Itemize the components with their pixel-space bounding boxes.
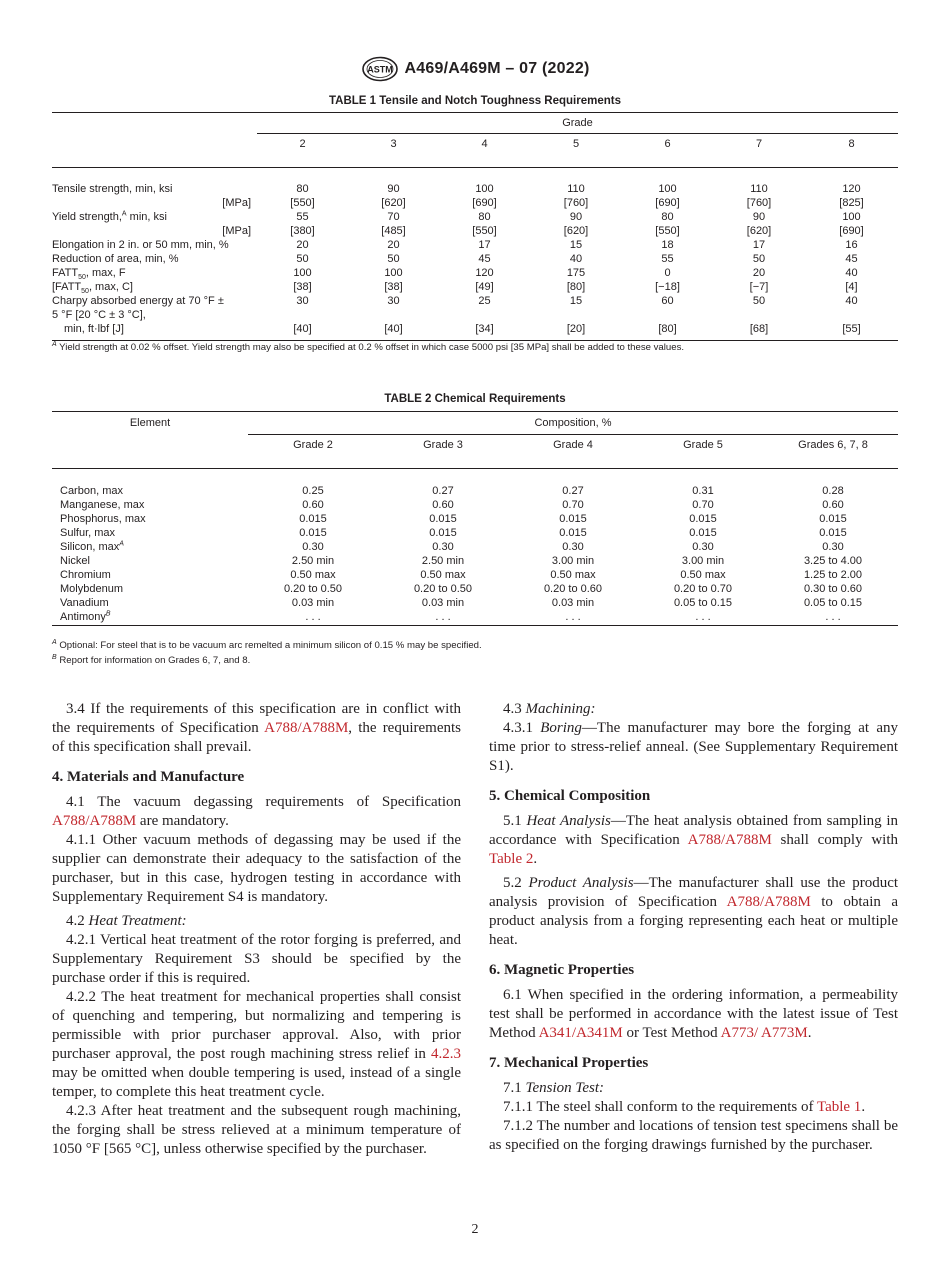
cell: . . . <box>825 610 841 623</box>
footnote-ref: A <box>121 209 127 217</box>
element-label <box>52 540 248 554</box>
text: . <box>533 851 538 867</box>
cell: 20 <box>387 238 400 251</box>
cell: [380] <box>290 224 315 237</box>
label-text: Antimony <box>60 610 106 623</box>
astm-logo-icon <box>361 56 399 82</box>
label-text: FATT <box>52 266 79 279</box>
cell: 0.30 <box>302 540 324 553</box>
cell: 0.30 <box>692 540 714 553</box>
cell: 0.015 <box>559 512 587 525</box>
paragraph-4-3 <box>489 700 898 719</box>
cell: 40 <box>845 266 858 279</box>
cell: [−18] <box>655 280 680 293</box>
cell: 0.015 <box>429 512 457 525</box>
text: 4.1 The vacuum degassing requirements of Specification <box>66 794 461 810</box>
cell: 100 <box>384 266 403 279</box>
cell: [690] <box>655 196 680 209</box>
label-text: , max, F <box>85 266 126 279</box>
element-label: Carbon, max <box>60 484 123 497</box>
text: shall comply with <box>771 832 898 848</box>
table-row <box>52 610 898 626</box>
cell: 80 <box>296 182 309 195</box>
cell: [40] <box>293 322 312 335</box>
footnote-mark: B <box>52 653 57 661</box>
cell: 0.30 <box>822 540 844 553</box>
row-label <box>52 266 257 280</box>
cell: . . . <box>695 610 711 623</box>
element-label: Phosphorus, max <box>60 512 146 525</box>
cell: 0.05 to 0.15 <box>803 596 863 609</box>
subsection-title: Heat Treatment: <box>88 913 187 929</box>
cell: 0.70 <box>562 498 584 511</box>
text: 6.1 When specified in the ordering information, a permeability test shall be performed in accordance with the latest issue of Test Method <box>489 987 898 1041</box>
table-row <box>52 210 898 224</box>
table-row <box>52 484 898 498</box>
cell: 120 <box>475 266 494 279</box>
paragraph-4-2-3: 4.2.3 After heat treatment and the subsequent rough machining, the forging shall be stress relieved at a minimum temperature of 1050 °F [565 °C], unless otherwise specified by the purchaser. <box>52 1103 461 1157</box>
cell: 100 <box>658 182 677 195</box>
cell: 120 <box>842 182 861 195</box>
composition-header: Composition, % <box>248 412 898 435</box>
table-row <box>52 266 898 280</box>
cell: 0.50 max <box>420 568 466 581</box>
reference-link[interactable]: A788/A788M <box>264 720 349 736</box>
text: 4.2.2 The heat treatment for mechanical properties shall consist of quenching and tempering, but normalizing and tempering is permissible with prior purchaser approval. Also, with prior purchaser approval, the post rough machining stress relief in <box>52 989 461 1062</box>
grade-col-7: 7 <box>713 134 805 168</box>
cell: 15 <box>569 294 583 307</box>
paragraph-4-2-1: 4.2.1 Vertical heat treatment of the rotor forging is preferred, and Supplementary Requirement S3 should be specified by the purchase order if this is required. <box>52 932 461 986</box>
label-text: Yield strength, <box>52 210 122 223</box>
reference-link[interactable]: A788/A788M <box>687 832 772 848</box>
cell: [620] <box>563 224 589 237</box>
paragraph-5-1 <box>489 812 898 869</box>
cell: 0.50 max <box>290 568 336 581</box>
table-row <box>52 294 898 308</box>
cell: [690] <box>839 224 864 237</box>
cell: [38] <box>384 280 403 293</box>
text: —The manufacturer may bore the forging at any time prior to stress-relief anneal. (See Supplementary Requirement S1). <box>489 720 898 774</box>
grade-col: Grades 6, 7, 8 <box>768 435 898 469</box>
cell: 110 <box>567 182 585 195</box>
cell: 17 <box>752 238 766 251</box>
cell: 0.015 <box>299 512 327 525</box>
grade-col: Grade 5 <box>638 435 768 469</box>
text: 7.1.1 The steel shall conform to the requirements of <box>503 1099 817 1115</box>
cell: [620] <box>746 224 772 237</box>
cell: 100 <box>475 182 494 195</box>
table2-footnote-a <box>52 640 482 651</box>
cell: 3.00 min <box>551 554 595 567</box>
cell: 0.20 to 0.70 <box>673 582 733 595</box>
cell: 30 <box>296 294 309 307</box>
subsection-title: Heat Analysis <box>526 813 611 829</box>
cell: 0.27 <box>562 484 584 497</box>
cell: [68] <box>749 322 769 335</box>
row-unit: [MPa] <box>222 196 251 209</box>
table-row <box>52 196 898 210</box>
cell: 110 <box>750 182 768 195</box>
footnote-text: Yield strength at 0.02 % offset. Yield strength may also be specified at 0.2 % offset in which case 5000 psi [35 MPa] shall be added to these values. <box>59 342 685 353</box>
cell: 0.60 <box>302 498 324 511</box>
cell: [38] <box>293 280 312 293</box>
element-label: Molybdenum <box>60 582 123 595</box>
section-heading-5: 5. Chemical Composition <box>489 788 651 804</box>
grade-col: Grade 2 <box>248 435 378 469</box>
grade-col-5: 5 <box>530 134 622 168</box>
subsection-title: Tension Test: <box>525 1080 605 1096</box>
subscript: 50 <box>78 273 86 281</box>
grade-col-8: 8 <box>805 134 898 168</box>
text: may be omitted when double tempering is used, instead of a single temper, to complete this heat treatment cycle. <box>52 1065 461 1100</box>
table-row <box>52 238 898 252</box>
element-label: Sulfur, max <box>60 526 116 539</box>
cell: [825] <box>839 196 864 209</box>
subsection-title: Product Analysis <box>528 875 634 891</box>
text: 7.1 <box>503 1080 526 1096</box>
subsection-title: Boring <box>540 720 582 736</box>
text: or Test Method <box>622 1025 721 1041</box>
row-unit: [MPa] <box>222 224 251 237</box>
cell: [80] <box>658 322 677 335</box>
text: , the requirements of this specification shall prevail. <box>52 720 461 755</box>
cell: 0.60 <box>822 498 844 511</box>
cell: 80 <box>478 210 491 223</box>
cell: 175 <box>566 266 586 279</box>
table-link[interactable]: Table 1 <box>816 1099 862 1115</box>
grade-col: Grade 3 <box>378 435 508 469</box>
cell: 0.31 <box>692 484 714 497</box>
cell: 0.015 <box>299 526 327 539</box>
text: —The manufacturer shall use the product analysis provision of Specification <box>489 875 899 910</box>
cell: 3.00 min <box>681 554 725 567</box>
cell: 0.20 to 0.60 <box>543 582 603 595</box>
cell: [4] <box>845 280 858 293</box>
cell: 90 <box>752 210 766 223</box>
text: 5.2 <box>503 875 529 891</box>
cell: . . . <box>435 610 451 623</box>
cell: 0.015 <box>429 526 457 539</box>
cell: 0.30 to 0.60 <box>803 582 863 595</box>
cell: 0.50 max <box>680 568 726 581</box>
cell: [550] <box>655 224 680 237</box>
table-row <box>52 182 898 196</box>
paragraph-4-3-1 <box>489 719 898 776</box>
cell: 0.30 <box>432 540 454 553</box>
cell: 90 <box>569 210 583 223</box>
row-label: Reduction of area, min, % <box>52 252 179 265</box>
row-label: min, ft·lbf [J] <box>64 322 124 335</box>
element-label: Manganese, max <box>60 498 145 511</box>
table-row <box>52 512 898 526</box>
label-text: min, ksi <box>126 210 167 223</box>
paragraph-4-2-2 <box>52 988 461 1102</box>
row-label: Charpy absorbed energy at 70 °F ± <box>52 294 224 307</box>
text: —The heat analysis obtained from sampling in accordance with Specification <box>489 813 899 848</box>
text: 4.3.1 <box>503 720 541 736</box>
paragraph-4-1 <box>52 793 461 831</box>
table-row <box>52 224 898 238</box>
footnote-ref: A <box>119 539 124 547</box>
text: 5.1 <box>503 813 527 829</box>
cell: [55] <box>842 322 861 335</box>
element-label: Vanadium <box>60 596 109 609</box>
cell: 0.60 <box>432 498 454 511</box>
cell: 0.30 <box>562 540 584 553</box>
cell: 60 <box>661 294 674 307</box>
table-row <box>52 308 898 322</box>
cell: 70 <box>387 210 400 223</box>
cell: . . . <box>565 610 581 623</box>
cell: 45 <box>845 252 858 265</box>
footnote-ref: B <box>105 609 111 617</box>
cell: [485] <box>381 224 406 237</box>
cell: 80 <box>661 210 674 223</box>
cell: 20 <box>752 266 766 279</box>
cell: 20 <box>296 238 309 251</box>
cell: 100 <box>293 266 312 279</box>
cell: [20] <box>566 322 586 335</box>
cell: 0 <box>664 266 671 279</box>
cell: [40] <box>384 322 403 335</box>
text: . <box>807 1025 812 1041</box>
cell: 18 <box>661 238 674 251</box>
table-link[interactable]: Table 2 <box>489 851 534 867</box>
cell: 40 <box>569 252 583 265</box>
text: are mandatory. <box>136 813 229 829</box>
table-row <box>52 526 898 540</box>
footnote-mark: A <box>52 638 57 646</box>
grade-col-4: 4 <box>439 134 530 168</box>
cell: 0.03 min <box>291 596 335 609</box>
cell: 2.50 min <box>291 554 335 567</box>
cell: 0.28 <box>822 484 844 497</box>
cell: 0.015 <box>689 512 717 525</box>
cell: 0.015 <box>559 526 587 539</box>
section-heading-6: 6. Magnetic Properties <box>489 962 635 978</box>
page-number: 2 <box>471 1222 479 1237</box>
cell: 50 <box>752 252 766 265</box>
text: . <box>861 1099 866 1115</box>
cell: 0.50 max <box>550 568 596 581</box>
cell: [49] <box>475 280 494 293</box>
cell: 16 <box>845 238 858 251</box>
element-header: Element <box>129 417 171 429</box>
paragraph-7-1-2: 7.1.2 The number and locations of tension test specimens shall be as specified on the forging drawings furnished by the purchaser. <box>489 1118 898 1153</box>
table1-grade-header: Grade <box>257 113 898 134</box>
table2-footnote-b <box>52 655 250 666</box>
cell: 55 <box>296 210 309 223</box>
subscript: 50 <box>81 287 89 295</box>
table1-footnote <box>52 342 684 353</box>
cell: 50 <box>296 252 309 265</box>
grade-col-6: 6 <box>622 134 713 168</box>
section-heading-7: 7. Mechanical Properties <box>489 1055 649 1071</box>
cell: 30 <box>387 294 400 307</box>
cell: 15 <box>569 238 583 251</box>
cell: 0.70 <box>692 498 714 511</box>
table1 <box>52 112 898 341</box>
paragraph-7-1-1 <box>489 1098 898 1117</box>
cell: 3.25 to 4.00 <box>803 554 863 567</box>
reference-link[interactable]: A773/ A773M <box>720 1025 808 1041</box>
page-header <box>0 56 950 87</box>
cell: 2.50 min <box>421 554 465 567</box>
label-text: Silicon, max <box>60 540 120 553</box>
table-row <box>52 568 898 582</box>
table-row <box>52 540 898 554</box>
left-column <box>52 700 461 1159</box>
cell: 100 <box>842 210 861 223</box>
cell: 17 <box>478 238 491 251</box>
paragraph-5-2 <box>489 874 898 950</box>
document-designation: A469/A469M – 07 (2022) <box>404 60 590 77</box>
table1-caption: TABLE 1 Tensile and Notch Toughness Requirements <box>328 95 621 107</box>
paragraph-3-4 <box>52 700 461 757</box>
cell: [690] <box>472 196 497 209</box>
cell: [550] <box>472 224 497 237</box>
subsection-title: Machining: <box>525 701 596 717</box>
grade-col-2: 2 <box>257 134 348 168</box>
text: 3.4 If the requirements of this specification are in conflict with the requirements of Specification <box>52 701 461 736</box>
table2-caption: TABLE 2 Chemical Requirements <box>384 393 566 405</box>
footnote-text: Optional: For steel that is to be vacuum arc remelted a minimum silicon of 0.15 % may be specified. <box>59 640 482 651</box>
cell: 50 <box>752 294 766 307</box>
table-row <box>52 498 898 512</box>
paragraph-7-1 <box>489 1079 898 1098</box>
text: 4.3 <box>503 701 526 717</box>
grade-col: Grade 4 <box>508 435 638 469</box>
cell: 0.015 <box>819 526 847 539</box>
logo-text: ASTM <box>366 64 393 75</box>
reference-link[interactable]: A788/A788M <box>726 894 811 910</box>
footnote-text: Report for information on Grades 6, 7, and 8. <box>59 655 251 666</box>
table-row <box>52 582 898 596</box>
reference-link[interactable]: A788/A788M <box>52 813 137 829</box>
cell: [550] <box>290 196 315 209</box>
cell: 0.20 to 0.50 <box>413 582 473 595</box>
paragraph-4-2 <box>52 912 461 931</box>
right-column <box>489 700 898 1155</box>
text: 4.2 <box>66 913 89 929</box>
cell: 0.25 <box>302 484 324 497</box>
cell: 0.20 to 0.50 <box>283 582 343 595</box>
reference-link[interactable]: 4.2.3 <box>431 1046 461 1062</box>
table-row <box>52 596 898 610</box>
table-row <box>52 554 898 568</box>
cell: 0.03 min <box>421 596 465 609</box>
cell: [760] <box>746 196 772 209</box>
text: to obtain a product analysis from a forging representing each heat or multiple heat. <box>489 894 898 948</box>
cell: 40 <box>845 294 858 307</box>
cell: 90 <box>387 182 400 195</box>
row-label: Elongation in 2 in. or 50 mm, min, % <box>52 238 229 251</box>
element-label: Nickel <box>60 554 90 567</box>
footnote-mark: A <box>52 340 57 348</box>
row-label: Tensile strength, min, ksi <box>52 182 173 195</box>
row-label <box>52 210 257 224</box>
reference-link[interactable]: A341/A341M <box>538 1025 623 1041</box>
table-row <box>52 280 898 294</box>
cell: 0.05 to 0.15 <box>673 596 733 609</box>
cell: 0.015 <box>689 526 717 539</box>
row-label <box>52 280 257 294</box>
cell: [620] <box>381 196 406 209</box>
table-row <box>52 322 898 341</box>
cell: 55 <box>661 252 674 265</box>
cell: [80] <box>566 280 586 293</box>
cell: 50 <box>387 252 400 265</box>
cell: 0.015 <box>819 512 847 525</box>
cell: . . . <box>305 610 321 623</box>
cell: 45 <box>478 252 491 265</box>
grade-col-3: 3 <box>348 134 439 168</box>
element-label: Chromium <box>60 568 111 581</box>
label-text: [FATT <box>52 280 82 293</box>
row-label: 5 °F [20 °C ± 3 °C], <box>52 308 146 321</box>
cell: [34] <box>475 322 494 335</box>
label-text: , max, C] <box>88 280 133 293</box>
element-label <box>52 610 248 626</box>
table-row <box>52 252 898 266</box>
cell: [760] <box>563 196 589 209</box>
cell: 25 <box>478 294 491 307</box>
table2 <box>52 411 898 626</box>
paragraph-6-1 <box>489 986 898 1043</box>
cell: 0.03 min <box>551 596 595 609</box>
cell: 1.25 to 2.00 <box>803 568 863 581</box>
cell: 0.27 <box>432 484 454 497</box>
cell: [−7] <box>749 280 769 293</box>
paragraph-4-1-1: 4.1.1 Other vacuum methods of degassing may be used if the supplier can demonstrate their adequacy to the satisfaction of the purchaser, but in this case, hydrogen testing in accordance with Supplementary Requirement S4 is mandatory. <box>52 832 461 905</box>
section-heading-4: 4. Materials and Manufacture <box>52 769 245 785</box>
